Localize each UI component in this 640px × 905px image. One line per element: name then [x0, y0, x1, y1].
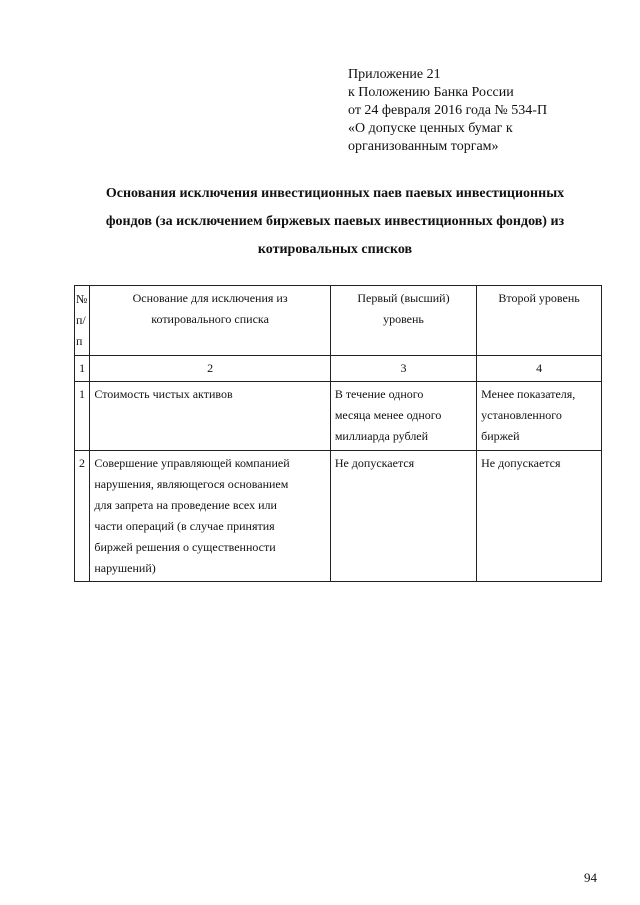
title-line: фондов (за исключением биржевых паевых инвестиционных фондов) из [105, 214, 565, 229]
row-basis [90, 451, 330, 582]
cell-line: для запрета на проведение всех или [94, 498, 277, 512]
annex-line: Приложение 21 [348, 67, 441, 82]
row-first-level [330, 382, 476, 451]
row-basis [90, 382, 330, 451]
cell-line: Не допускается [481, 456, 561, 470]
header-first-level-line: Первый (высший) [357, 291, 450, 305]
exclusion-table [74, 285, 602, 582]
cell-line: биржей решения о существенности [94, 540, 276, 554]
cell-line: Совершение управляющей компанией [94, 456, 290, 470]
title-line: Основания исключения инвестиционных паев паевых инвестиционных [105, 186, 565, 201]
page-number: 94 [584, 870, 597, 885]
cell-line: части операций (в случае принятия [94, 519, 275, 533]
header-basis [90, 286, 330, 356]
annex-line: организованным торгам» [348, 139, 499, 154]
table-row [75, 451, 602, 582]
row-number: 2 [75, 451, 90, 582]
cell-line: В течение одного [334, 387, 424, 401]
cell-line: миллиарда рублей [334, 429, 429, 443]
document-title [40, 180, 630, 264]
cell-line: Стоимость чистых активов [94, 387, 233, 401]
header-second-level-line: Второй уровень [498, 291, 580, 305]
header-first-level [330, 286, 476, 356]
column-numbers-row [75, 356, 602, 382]
header-basis-line: Основание для исключения из [132, 291, 288, 305]
row-second-level [477, 382, 602, 451]
annex-line: от 24 февраля 2016 года № 534-П [348, 103, 548, 118]
table-header-row [75, 286, 602, 356]
column-number: 4 [477, 356, 602, 382]
annex-header [348, 66, 618, 156]
header-num-label: п/п [76, 313, 86, 348]
header-basis-line: котировального списка [151, 312, 269, 326]
header-second-level [477, 286, 602, 356]
annex-line: к Положению Банка России [348, 85, 514, 100]
title-line: котировальных списков [257, 242, 413, 257]
cell-line: месяца менее одного [334, 408, 442, 422]
table-row [75, 382, 602, 451]
row-number: 1 [75, 382, 90, 451]
cell-line: Не допускается [334, 456, 415, 470]
row-second-level [477, 451, 602, 582]
cell-line: биржей [481, 429, 520, 443]
annex-line: «О допуске ценных бумаг к [348, 121, 513, 136]
header-num-sign: № [76, 292, 88, 306]
column-number: 2 [90, 356, 330, 382]
column-number: 1 [75, 356, 90, 382]
cell-line: нарушений) [94, 561, 156, 575]
cell-line: нарушения, являющегося основанием [94, 477, 289, 491]
row-first-level [330, 451, 476, 582]
cell-line: Менее показателя, [481, 387, 576, 401]
header-first-level-line: уровень [383, 312, 424, 326]
header-num [75, 286, 90, 356]
column-number: 3 [330, 356, 476, 382]
cell-line: установленного [481, 408, 562, 422]
